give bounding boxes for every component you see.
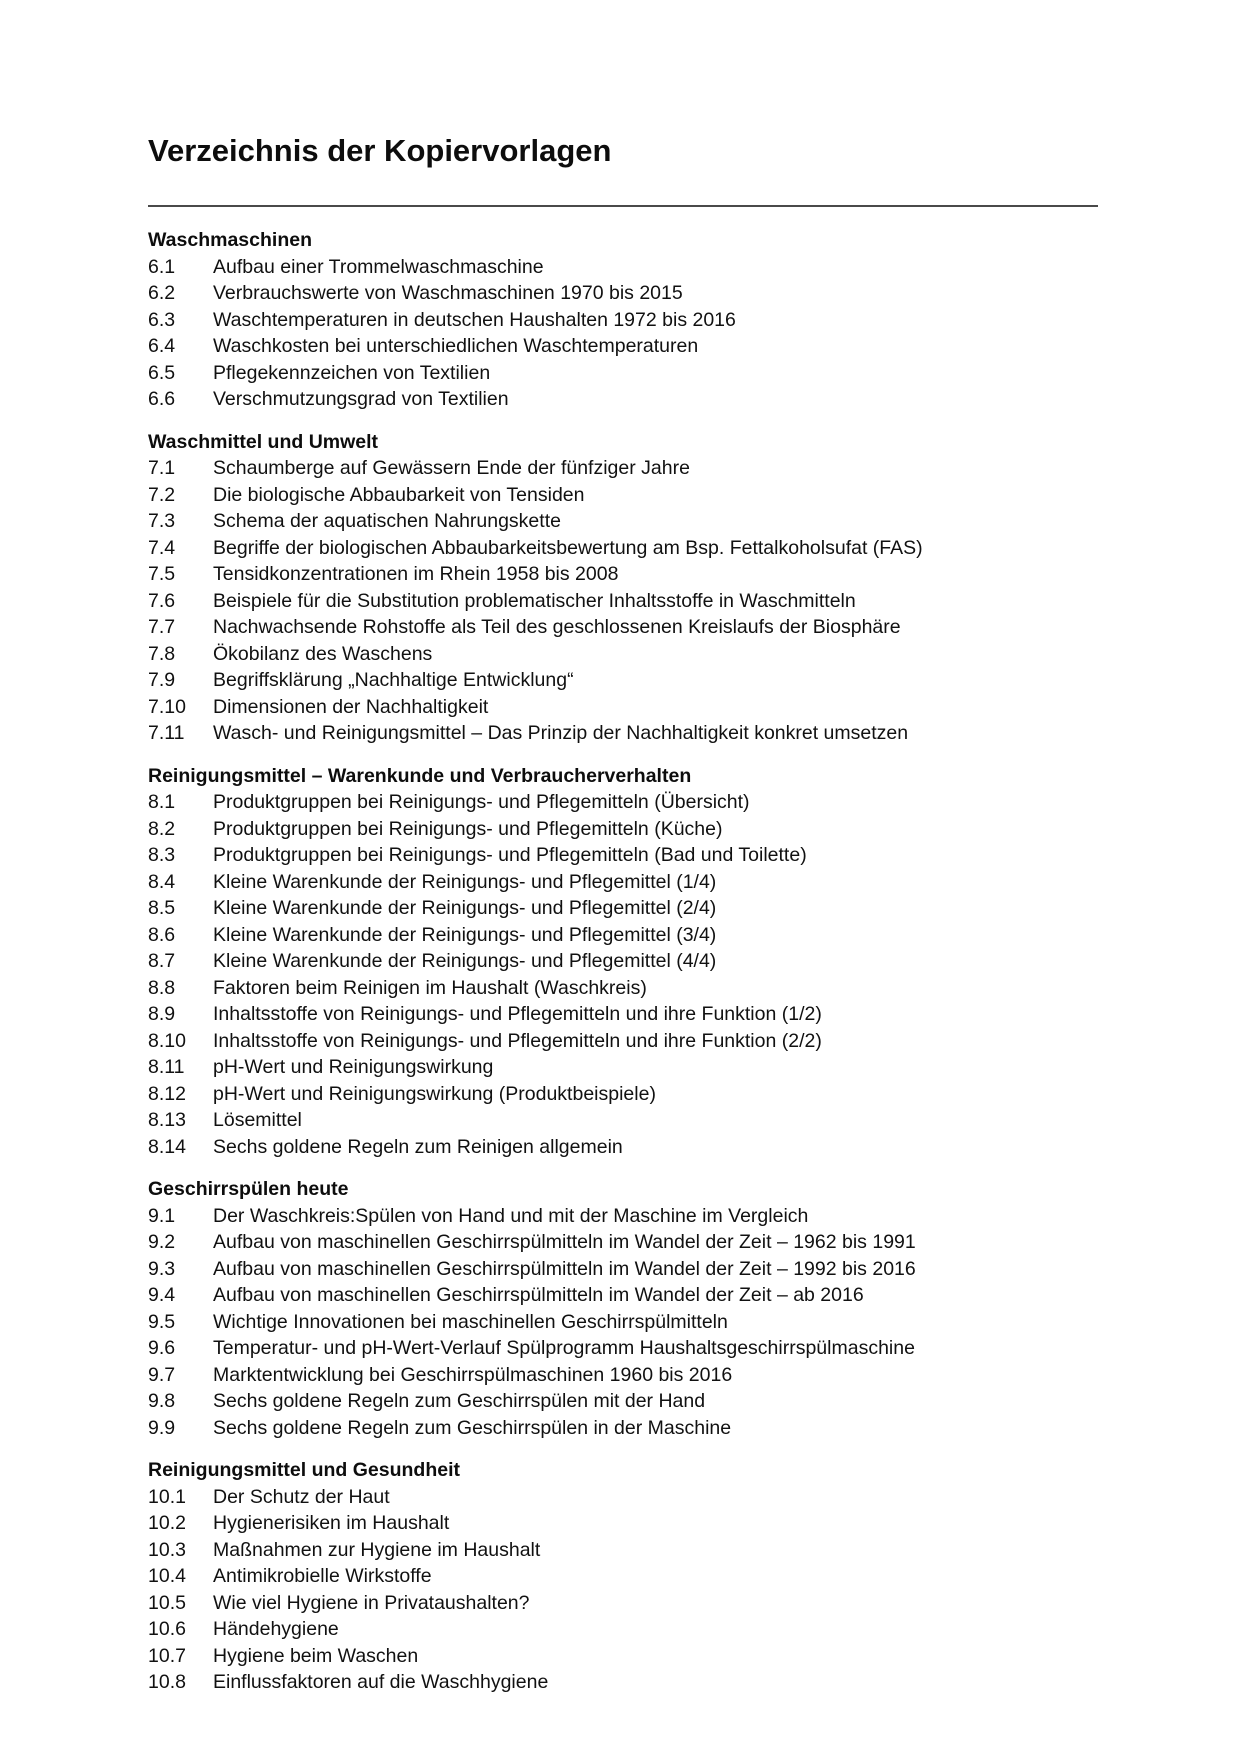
toc-entry-number: 6.3 — [148, 308, 176, 331]
toc-entry-label: pH-Wert und Reinigungswirkung (Produktbeispiele) — [213, 1082, 656, 1105]
section-heading: Waschmaschinen — [148, 229, 312, 251]
toc-entry — [148, 975, 1098, 1002]
section-heading: Geschirrspülen heute — [148, 1178, 349, 1200]
toc-entry-label: Sechs goldene Regeln zum Geschirrspülen in der Maschine — [213, 1416, 732, 1439]
toc-entry — [148, 1669, 1098, 1696]
toc-entry-label: Verbrauchswerte von Waschmaschinen 1970 bis 2015 — [213, 282, 683, 304]
toc-entry-label: Schaumberge auf Gewässern Ende der fünfziger Jahre — [213, 457, 690, 479]
toc-entry-number: 9.7 — [148, 1363, 176, 1386]
toc-entry-number: 7.1 — [148, 457, 176, 479]
toc-entry-number: 8.5 — [148, 897, 176, 919]
toc-entry — [148, 1484, 1098, 1511]
title-divider — [148, 205, 1098, 207]
toc-entry-label: Sechs goldene Regeln zum Reinigen allgemein — [213, 1135, 623, 1158]
toc-entry — [148, 1590, 1098, 1617]
section-heading: Waschmittel und Umwelt — [148, 430, 379, 453]
toc-entry-number: 6.5 — [148, 361, 176, 384]
toc-entry-number: 9.3 — [148, 1257, 176, 1280]
toc-entry-number: 8.14 — [148, 1135, 186, 1158]
toc-entry — [148, 1134, 1098, 1161]
toc-entry-label: Nachwachsende Rohstoffe als Teil des geschlossenen Kreislaufs der Biosphäre — [213, 616, 901, 638]
toc-entry-number: 8.13 — [148, 1109, 186, 1131]
toc-entry-number: 10.1 — [148, 1485, 186, 1508]
toc-entry — [148, 667, 1098, 694]
toc-entry-number: 6.2 — [148, 282, 176, 304]
toc-entry-label: Waschkosten bei unterschiedlichen Waschtemperaturen — [213, 335, 699, 357]
toc-entry — [148, 720, 1098, 747]
toc-entry — [148, 1643, 1098, 1670]
toc-section — [148, 429, 1098, 747]
toc-entry-number: 8.3 — [148, 844, 176, 866]
toc-entry-label: Aufbau einer Trommelwaschmaschine — [213, 255, 544, 278]
toc-entry-label: Pflegekennzeichen von Textilien — [213, 361, 491, 384]
toc-entry-label: Marktentwicklung bei Geschirrspülmaschinen 1960 bis 2016 — [213, 1363, 733, 1386]
toc-entry-number: 7.5 — [148, 563, 176, 585]
toc-entry-number: 9.1 — [148, 1204, 176, 1227]
toc-entry-label: Tensidkonzentrationen im Rhein 1958 bis 2008 — [213, 563, 619, 585]
toc-entry-number: 7.7 — [148, 616, 176, 638]
toc-entry — [148, 386, 1098, 413]
toc-entry-number: 7.11 — [148, 722, 185, 744]
toc-entry-number: 8.8 — [148, 976, 176, 999]
toc-entry-number: 10.5 — [148, 1591, 186, 1614]
toc-entry-label: Dimensionen der Nachhaltigkeit — [213, 695, 489, 718]
toc-entry-label: Verschmutzungsgrad von Textilien — [213, 388, 509, 410]
toc-entry-label: Ökobilanz des Waschens — [213, 642, 433, 665]
toc-entry — [148, 455, 1098, 482]
toc-entry-label: Antimikrobielle Wirkstoffe — [213, 1565, 432, 1587]
toc-entry — [148, 1282, 1098, 1309]
toc-entry — [148, 789, 1098, 816]
toc-section — [148, 227, 1098, 413]
toc-entry-number: 10.7 — [148, 1644, 186, 1667]
toc-entry — [148, 842, 1098, 869]
toc-entry-label: Temperatur- und pH-Wert-Verlauf Spülprogramm Haushaltsgeschirrspülmaschine — [213, 1337, 915, 1359]
toc-entry-number: 8.7 — [148, 950, 176, 972]
toc-entry-label: Inhaltsstoffe von Reinigungs- und Pflegemitteln und ihre Funktion (1/2) — [213, 1003, 822, 1025]
toc-entry — [148, 482, 1098, 509]
toc-entry — [148, 614, 1098, 641]
toc-entry — [148, 1388, 1098, 1415]
toc-entry-number: 10.4 — [148, 1565, 186, 1587]
toc-entry-label: Waschtemperaturen in deutschen Haushalten 1972 bis 2016 — [213, 308, 736, 331]
toc-entry-number: 7.3 — [148, 510, 176, 532]
toc-entry — [148, 694, 1098, 721]
toc-entry-label: Aufbau von maschinellen Geschirrspülmitteln im Wandel der Zeit – 1992 bis 2016 — [213, 1257, 916, 1280]
section-heading: Reinigungsmittel und Gesundheit — [148, 1459, 460, 1481]
toc-entry — [148, 1415, 1098, 1442]
toc-entry-label: Einflussfaktoren auf die Waschhygiene — [213, 1671, 549, 1693]
toc-entry — [148, 1001, 1098, 1028]
toc-entry — [148, 1537, 1098, 1564]
toc-entry-label: Wie viel Hygiene in Privataushalten? — [213, 1591, 530, 1614]
toc-entry — [148, 1107, 1098, 1134]
toc-entry — [148, 307, 1098, 334]
toc-entry-label: Begriffe der biologischen Abbaubarkeitsbewertung am Bsp. Fettalkoholsufat (FAS) — [213, 536, 923, 559]
toc-entry — [148, 1563, 1098, 1590]
toc-entry-label: pH-Wert und Reinigungswirkung — [213, 1056, 494, 1078]
document-page — [148, 133, 1098, 1696]
toc-entry-number: 9.2 — [148, 1231, 176, 1253]
toc-entry — [148, 280, 1098, 307]
toc-entry-number: 8.11 — [148, 1056, 185, 1078]
toc-entry — [148, 535, 1098, 562]
toc-entry — [148, 1081, 1098, 1108]
toc-entry-label: Sechs goldene Regeln zum Geschirrspülen mit der Hand — [213, 1390, 706, 1412]
toc-entry-label: Kleine Warenkunde der Reinigungs- und Pflegemittel (4/4) — [213, 950, 717, 972]
toc-entry — [148, 360, 1098, 387]
toc-entry-label: Kleine Warenkunde der Reinigungs- und Pflegemittel (1/4) — [213, 870, 717, 893]
toc-entry-label: Produktgruppen bei Reinigungs- und Pflegemitteln (Übersicht) — [213, 791, 750, 813]
toc-entry-label: Schema der aquatischen Nahrungskette — [213, 510, 561, 532]
toc-entry — [148, 1309, 1098, 1336]
toc-entry-label: Hygienerisiken im Haushalt — [213, 1512, 450, 1534]
toc-section — [148, 1457, 1098, 1696]
toc-entry — [148, 895, 1098, 922]
toc-entry-number: 8.6 — [148, 923, 176, 946]
toc-entry — [148, 588, 1098, 615]
toc-entry — [148, 869, 1098, 896]
toc-entry-label: Produktgruppen bei Reinigungs- und Pflegemitteln (Küche) — [213, 817, 723, 840]
toc-entry — [148, 1054, 1098, 1081]
toc-section — [148, 763, 1098, 1161]
toc-entry — [148, 333, 1098, 360]
toc-entry — [148, 1335, 1098, 1362]
toc-entry-label: Kleine Warenkunde der Reinigungs- und Pflegemittel (2/4) — [213, 897, 717, 919]
table-of-contents — [148, 227, 1098, 1696]
toc-entry — [148, 1256, 1098, 1283]
toc-entry-number: 7.10 — [148, 695, 186, 718]
toc-entry-number: 9.8 — [148, 1390, 176, 1412]
toc-entry-number: 7.4 — [148, 536, 176, 559]
toc-entry-number: 10.8 — [148, 1671, 186, 1693]
toc-entry-label: Maßnahmen zur Hygiene im Haushalt — [213, 1538, 541, 1561]
toc-entry-number: 6.1 — [148, 255, 176, 278]
toc-entry-label: Wasch- und Reinigungsmittel – Das Prinzip der Nachhaltigkeit konkret umsetzen — [213, 722, 909, 744]
toc-entry — [148, 1510, 1098, 1537]
toc-entry — [148, 561, 1098, 588]
toc-entry-number: 10.3 — [148, 1538, 186, 1561]
toc-entry — [148, 641, 1098, 668]
toc-entry-label: Aufbau von maschinellen Geschirrspülmitteln im Wandel der Zeit – ab 2016 — [213, 1284, 864, 1306]
toc-entry-number: 9.4 — [148, 1284, 176, 1306]
toc-entry-number: 7.2 — [148, 483, 176, 506]
toc-entry — [148, 508, 1098, 535]
toc-entry — [148, 922, 1098, 949]
toc-entry-label: Die biologische Abbaubarkeit von Tensiden — [213, 483, 585, 506]
toc-entry — [148, 816, 1098, 843]
toc-entry — [148, 1203, 1098, 1230]
toc-entry-label: Der Schutz der Haut — [213, 1485, 390, 1508]
toc-entry-number: 7.8 — [148, 642, 176, 665]
toc-entry-number: 8.1 — [148, 791, 176, 813]
toc-section — [148, 1176, 1098, 1441]
toc-entry-number: 8.12 — [148, 1082, 186, 1105]
toc-entry-number: 8.10 — [148, 1029, 186, 1052]
toc-entry — [148, 1616, 1098, 1643]
section-heading: Reinigungsmittel – Warenkunde und Verbraucherverhalten — [148, 764, 692, 787]
toc-entry-number: 6.6 — [148, 388, 176, 410]
toc-entry — [148, 254, 1098, 281]
toc-entry-label: Hygiene beim Waschen — [213, 1644, 419, 1667]
toc-entry-label: Produktgruppen bei Reinigungs- und Pflegemitteln (Bad und Toilette) — [213, 844, 807, 866]
toc-entry-number: 10.6 — [148, 1618, 186, 1640]
toc-entry-label: Der Waschkreis:Spülen von Hand und mit der Maschine im Vergleich — [213, 1204, 809, 1227]
toc-entry-number: 9.6 — [148, 1337, 176, 1359]
toc-entry-label: Begriffsklärung „Nachhaltige Entwicklung“ — [213, 669, 574, 691]
page-title: Verzeichnis der Kopiervorlagen — [148, 133, 612, 168]
toc-entry-number: 10.2 — [148, 1512, 186, 1534]
toc-entry-label: Wichtige Innovationen bei maschinellen Geschirrspülmitteln — [213, 1310, 728, 1333]
toc-entry-number: 7.6 — [148, 589, 176, 612]
toc-entry-label: Kleine Warenkunde der Reinigungs- und Pflegemittel (3/4) — [213, 923, 717, 946]
toc-entry — [148, 948, 1098, 975]
toc-entry-label: Beispiele für die Substitution problematischer Inhaltsstoffe in Waschmitteln — [213, 589, 856, 612]
toc-entry-label: Lösemittel — [213, 1109, 302, 1131]
toc-entry — [148, 1362, 1098, 1389]
toc-entry — [148, 1229, 1098, 1256]
toc-entry — [148, 1028, 1098, 1055]
toc-entry-number: 9.9 — [148, 1416, 176, 1439]
toc-entry-number: 8.4 — [148, 870, 176, 893]
toc-entry-number: 6.4 — [148, 335, 176, 357]
toc-entry-number: 7.9 — [148, 669, 176, 691]
toc-entry-label: Inhaltsstoffe von Reinigungs- und Pflegemitteln und ihre Funktion (2/2) — [213, 1029, 822, 1052]
toc-entry-number: 8.9 — [148, 1003, 176, 1025]
toc-entry-label: Händehygiene — [213, 1618, 339, 1640]
toc-entry-number: 8.2 — [148, 817, 176, 840]
toc-entry-number: 9.5 — [148, 1310, 176, 1333]
toc-entry-label: Aufbau von maschinellen Geschirrspülmitteln im Wandel der Zeit – 1962 bis 1991 — [213, 1231, 916, 1253]
toc-entry-label: Faktoren beim Reinigen im Haushalt (Waschkreis) — [213, 976, 647, 999]
